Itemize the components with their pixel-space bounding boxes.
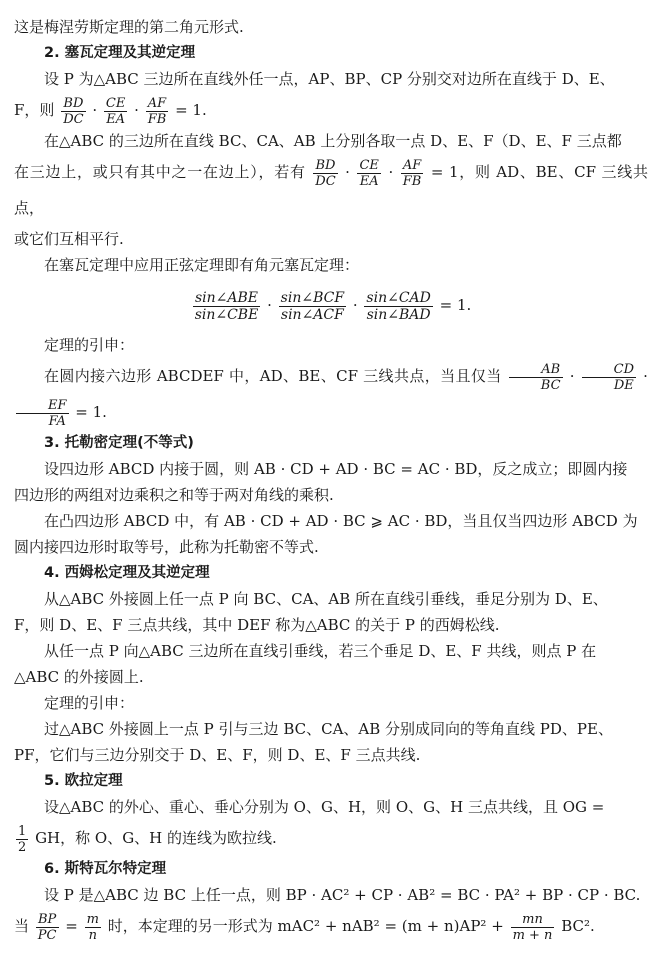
euler-line1: 设△ABC 的外心、重心、垂心分别为 O、G、H，则 O、G、H 三点共线，且 OG = (44, 798, 605, 816)
ptolemy-line2: 四边形的两组对边乘积之和等于两对角线的乘积. (14, 486, 334, 504)
dot: · (134, 101, 139, 119)
text: F，则 (14, 101, 55, 119)
dot: · (569, 367, 575, 385)
fraction-bd-dc: $\frac{BD}{DC}$ (315, 157, 336, 189)
section-6-title: 6. 斯特瓦尔特定理 (44, 861, 167, 877)
text: = 1. (439, 296, 472, 314)
ceva-converse-line3: 或它们互相平行. (14, 230, 124, 248)
ptolemy-line1: 设四边形 ABCD 内接于圆，则 AB · CD + AD · BC = AC · BD，反之成立；即圆内接 (44, 460, 628, 478)
simson-line1: 从△ABC 外接圆上任一点 P 向 BC、CA、AB 所在直线引垂线，垂足分别为 D、E、 (44, 590, 608, 608)
fraction-bp-pc: $\frac{BP}{PC}$ (37, 911, 57, 943)
simson-converse-line1: 从任一点 P 向△ABC 三边所在直线引垂线，若三个垂足 D、E、F 共线，则点 P 在 (44, 642, 597, 660)
text: BC². (561, 917, 595, 935)
simson-line2: F，则 D、E、F 三点共线，其中 DEF 称为△ABC 的关于 P 的西姆松线. (14, 616, 500, 634)
fraction-mn-m-plus-n: $\frac{mn}{m + n}$ (512, 911, 553, 943)
dot: · (92, 101, 98, 119)
fraction-sin-bcf-acf: $\frac{\text{sin∠BCF}}{\text{sin∠ACF}}$ (280, 289, 345, 323)
text: = 1，则 AD、BE、CF 三线共点， (14, 163, 648, 217)
fraction-ab-bc: $\frac{AB}{BC}$ (509, 363, 563, 392)
fraction-ef-fa: $\frac{EF}{FA}$ (16, 399, 69, 428)
ceva-statement-line1: 设 P 为△ABC 三边所在直线外任一点，AP、BP、CP 分别交对边所在直线于 D、E、 (44, 70, 615, 88)
ceva-converse-line1: 在△ABC 的三边所在直线 BC、CA、AB 上分别各取一点 D、E、F（D、E、F 三点都 (44, 132, 622, 150)
text: = 1. (75, 403, 107, 421)
section-5-title: 5. 欧拉定理 (44, 773, 123, 789)
text: = (65, 917, 78, 935)
stewart-line1: 设 P 是△ABC 边 BC 上任一点，则 BP · AC² + CP · AB² = BC · PA² + BP · CP · BC. (44, 886, 641, 904)
section-4-title: 4. 西姆松定理及其逆定理 (44, 565, 210, 581)
fraction-cd-de: $\frac{CD}{DE}$ (582, 363, 636, 392)
dot: · (352, 296, 358, 314)
dot: · (267, 296, 272, 314)
ptolemy-ineq-line1: 在凸四边形 ABCD 中，有 AB · CD + AD · BC ⩾ AC · BD，当且仅当四边形 ABCD 为 (44, 512, 638, 530)
fraction-sin-cad-bad: $\frac{\text{sin∠CAD}}{\text{sin∠BAD}}$ (366, 289, 431, 323)
stewart-line2 (14, 908, 648, 944)
section-3-title: 3. 托勒密定理(不等式) (44, 435, 194, 451)
fraction-ce-ea: $\frac{CE}{EA}$ (359, 157, 379, 189)
text: = 1. (175, 101, 207, 119)
ceva-statement-line2 (14, 92, 648, 128)
text: 在圆内接六边形 ABCDEF 中，AD、BE、CF 三线共点，当且仅当 (44, 367, 502, 385)
simson-converse-line2: △ABC 的外接圆上. (14, 668, 144, 686)
fraction-sin-abe-cbe: $\frac{\text{sin∠ABE}}{\text{sin∠CBE}}$ (194, 289, 259, 323)
ptolemy-ineq-line2: 圆内接四边形时取等号，此称为托勒密不等式. (14, 538, 319, 556)
dot: · (643, 367, 648, 385)
dot: · (388, 163, 394, 181)
text: 当 (14, 917, 30, 935)
trig-ceva-intro: 在塞瓦定理中应用正弦定理即有角元塞瓦定理： (44, 256, 360, 274)
fraction-bd-dc: $\frac{BD}{DC}$ (63, 95, 84, 127)
fraction-af-fb: $\frac{AF}{FB}$ (402, 157, 422, 189)
text: 时，本定理的另一形式为 mAC² + nAB² = (m + n)AP² + (107, 917, 504, 935)
fraction-one-half: $\frac{1}{2}$ (18, 823, 27, 855)
fraction-ce-ea: $\frac{CE}{EA}$ (105, 95, 126, 127)
simson-extension-line2: PF，它们与三边分别交于 D、E、F，则 D、E、F 三点共线. (14, 746, 421, 764)
intro-line: 这是梅涅劳斯定理的第二角元形式. (14, 18, 244, 36)
dot: · (345, 163, 350, 181)
simson-extension-label: 定理的引申： (44, 694, 135, 712)
simson-extension-line1: 过△ABC 外接圆上一点 P 引与三边 BC、CA、AB 分别成同向的等角直线 PD、PE、 (44, 720, 613, 738)
text: 在三边上，或只有其中之一在边上），若有 (14, 163, 306, 181)
extension-label: 定理的引申： (44, 336, 135, 354)
section-2-title: 2. 塞瓦定理及其逆定理 (44, 45, 196, 61)
text: GH，称 O、G、H 的连线为欧拉线. (35, 829, 277, 847)
ceva-converse-line2 (14, 154, 648, 226)
euler-line2 (14, 820, 648, 856)
hexagon-statement (14, 358, 648, 430)
fraction-m-n: $\frac{m}{n}$ (86, 911, 99, 943)
trig-ceva-equation (14, 282, 648, 328)
fraction-af-fb: $\frac{AF}{FB}$ (147, 95, 167, 127)
document-page (14, 14, 648, 944)
